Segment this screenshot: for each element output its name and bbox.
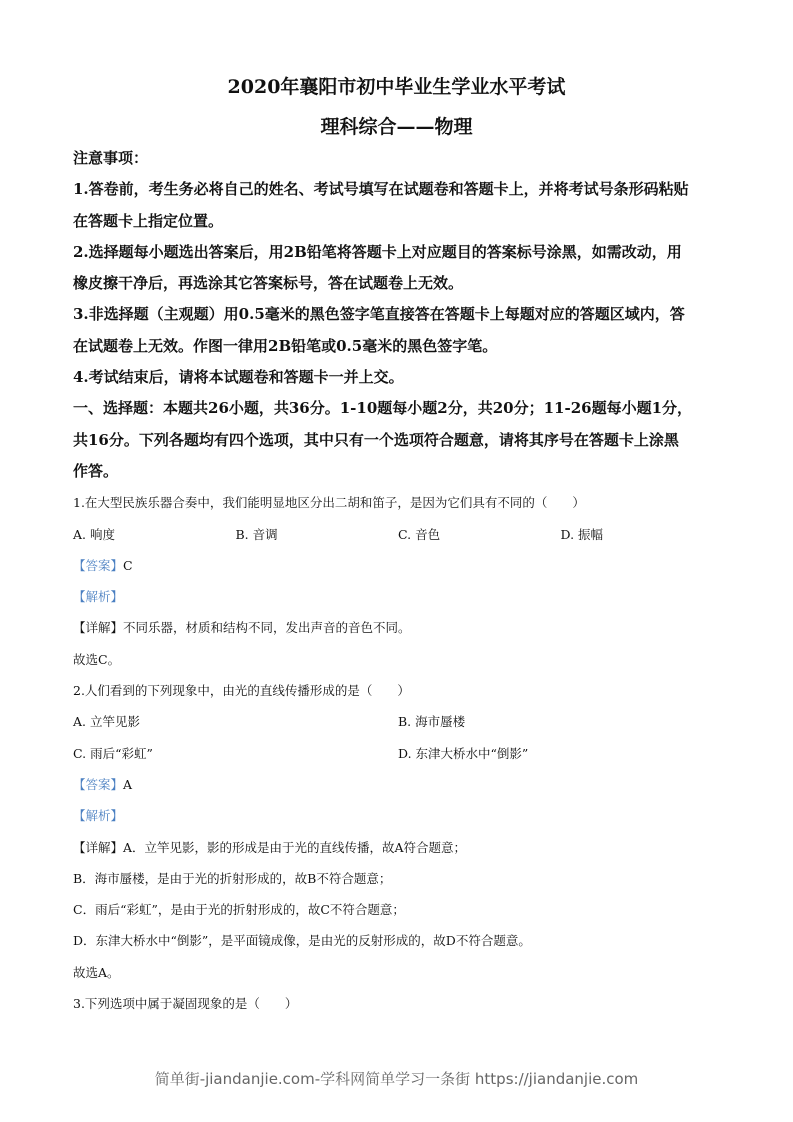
section-line: 共16分。下列各题均有四个选项，其中只有一个选项符合题意，请将其序号在答题卡上涂黑 — [73, 430, 679, 449]
q2-conclusion: 故选A。 — [73, 964, 120, 980]
notice-line: 4.考试结束后，请将本试题卷和答题卡一并上交。 — [73, 368, 404, 387]
section-line: 一、选择题：本题共26小题，共36分。1-10题每小题2分，共20分；11-26题每小题1分， — [73, 399, 693, 418]
section-line: 作答。 — [73, 461, 119, 480]
answer-value: A — [123, 776, 133, 792]
exam-subtitle: 理科综合——物理 — [320, 116, 473, 138]
q1-options — [73, 519, 723, 550]
q1-answer — [73, 550, 723, 581]
q2-option-c: C. 雨后“彩虹” — [73, 745, 153, 761]
q2-option-d: D. 东津大桥水中“倒影” — [398, 745, 529, 761]
q3-stem: 3.下列选项中属于凝固现象的是（ ） — [73, 996, 298, 1012]
notice-line: 1.答卷前，考生务必将自己的姓名、考试号填写在试题卷和答题卡上，并将考试号条形码粘贴 — [73, 180, 689, 199]
q2-options-row1 — [73, 706, 723, 737]
q2-stem: 2.人们看到的下列现象中，由光的直线传播形成的是（ ） — [73, 683, 410, 699]
answer-tag: 【答案】 — [73, 776, 124, 792]
notice-line: 在试题卷上无效。作图一律用2B铅笔或0.5毫米的黑色签字笔。 — [73, 336, 498, 355]
notice-heading: 注意事项： — [73, 149, 149, 167]
q1-option-c: C. 音色 — [398, 526, 441, 542]
document-body — [73, 143, 723, 1019]
notice-line: 在答题卡上指定位置。 — [73, 211, 224, 230]
q1-option-b: B. 音调 — [235, 526, 278, 542]
q1-option-d: D. 振幅 — [560, 526, 604, 542]
q2-answer — [73, 769, 723, 800]
notice-line: 橡皮擦干净后，再选涂其它答案标号，答在试题卷上无效。 — [73, 274, 464, 293]
exam-title: 2020年襄阳市初中毕业生学业水平考试 — [227, 76, 566, 98]
q2-analysis-tag: 【解析】 — [73, 808, 124, 824]
answer-tag: 【答案】 — [73, 557, 124, 573]
q2-detail-line: B．海市蜃楼，是由于光的折射形成的，故B不符合题意； — [73, 870, 392, 886]
q2-options-row2 — [73, 738, 723, 769]
q1-detail: 【详解】不同乐器，材质和结构不同，发出声音的音色不同。 — [73, 620, 411, 636]
q2-option-b: B. 海市蜃楼 — [398, 714, 466, 730]
q2-option-a: A. 立竿见影 — [73, 714, 140, 730]
q2-detail-line: D．东津大桥水中“倒影”，是平面镜成像，是由光的反射形成的，故D不符合题意。 — [73, 933, 531, 949]
q1-stem: 1.在大型民族乐器合奏中，我们能明显地区分出二胡和笛子，是因为它们具有不同的（ ） — [73, 495, 585, 511]
answer-value: C — [123, 557, 133, 573]
q2-detail-line: C．雨后“彩虹”，是由于光的折射形成的，故C不符合题意； — [73, 902, 405, 918]
q1-option-a: A. 响度 — [73, 526, 115, 542]
q1-analysis-tag: 【解析】 — [73, 589, 124, 605]
notice-line: 3.非选择题（主观题）用0.5毫米的黑色签字笔直接答在答题卡上每题对应的答题区域内，答 — [73, 305, 685, 324]
q2-detail-line: 【详解】A．立竿见影，影的形成是由于光的直线传播，故A符合题意； — [73, 839, 467, 855]
q1-conclusion: 故选C。 — [73, 651, 121, 667]
footer-watermark: 简单街-jiandanjie.com-学科网简单学习一条街 https://jiandanjie.com — [154, 1070, 639, 1088]
notice-line: 2.选择题每小题选出答案后，用2B铅笔将答题卡上对应题目的答案标号涂黑，如需改动，用 — [73, 242, 682, 261]
